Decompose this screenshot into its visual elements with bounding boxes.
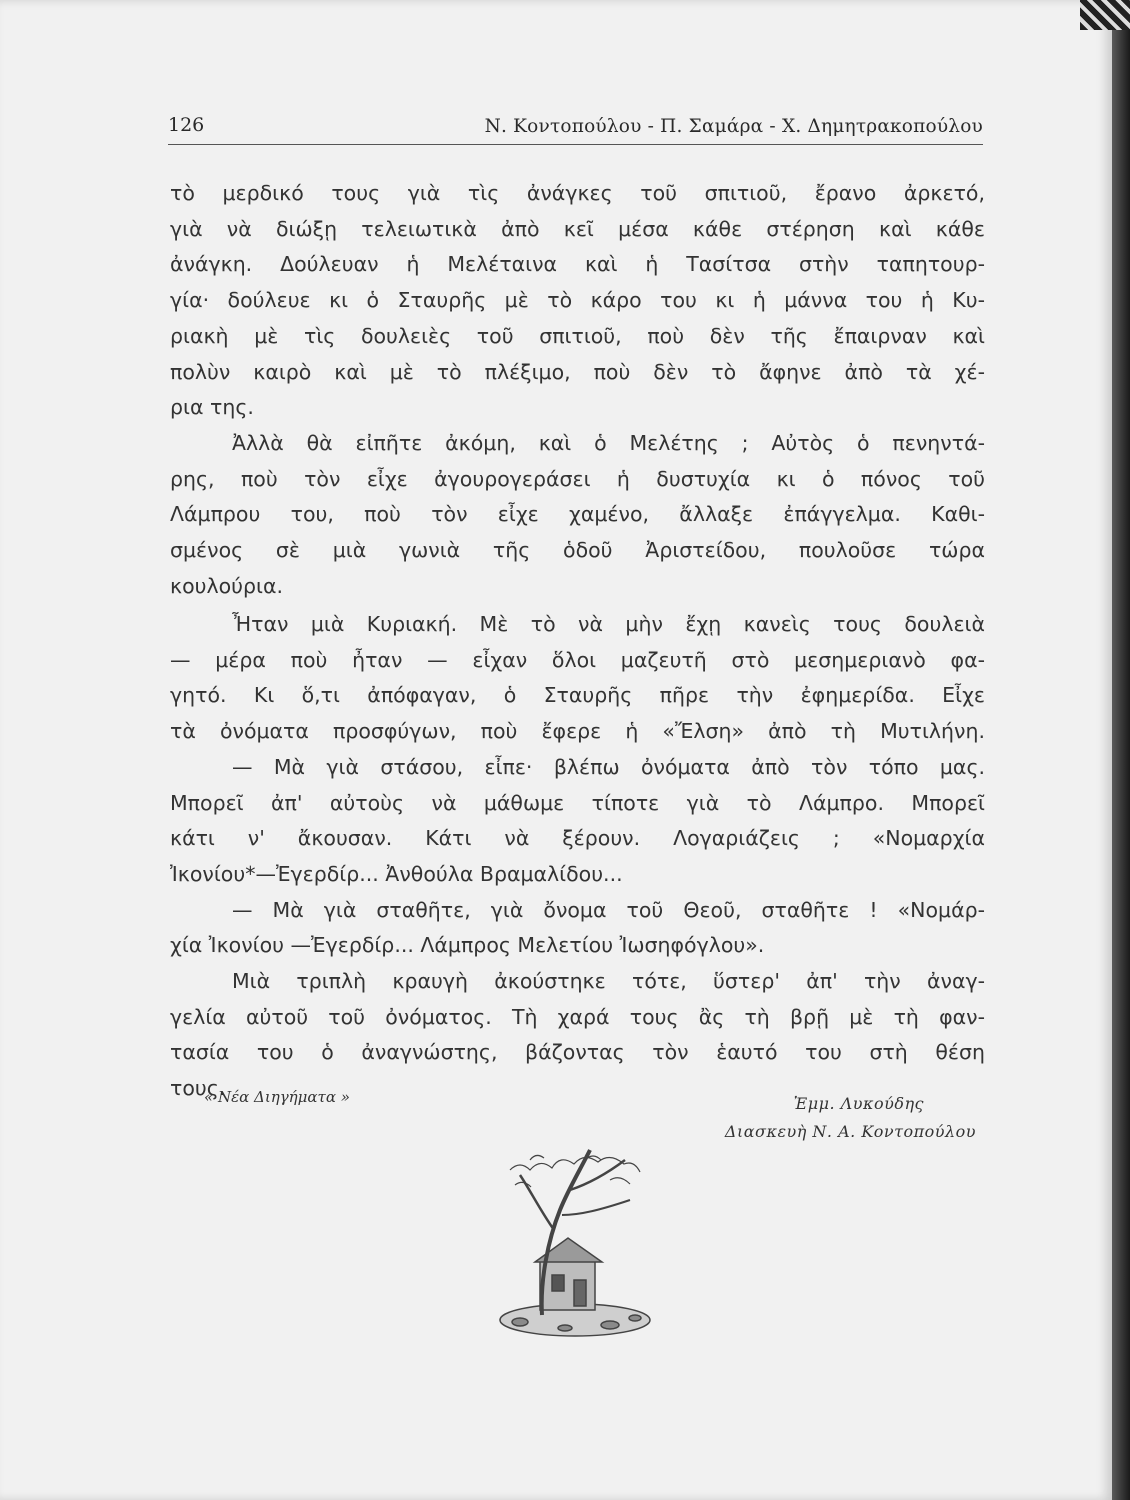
text-line: σμένος σὲ μιὰ γωνιὰ τῆς ὁδοῦ Ἀριστείδου, πουλοῦσε τώρα — [170, 538, 985, 563]
text-line: γιὰ νὰ διώξῃ τελειωτικὰ ἀπὸ κεῖ μέσα κάθε στέρηση καὶ κάθε — [170, 216, 985, 241]
paragraph-5 — [170, 893, 985, 964]
text-line: Μπορεῖ ἀπ' αὐτοὺς νὰ μάθωμε τίποτε γιὰ τὸ Λάμπρο. Μπορεῖ — [170, 790, 985, 815]
text-line: τὸ μερδικό τους γιὰ τὶς ἀνάγκες τοῦ σπιτιοῦ, ἔρανο ἀρκετό, — [170, 181, 985, 205]
text-line: τασία του ὁ ἀναγνώστης, βάζοντας τὸν ἑαυτό του στὴ θέση — [170, 1040, 985, 1065]
text-block-2 — [170, 607, 985, 1107]
text-line: Ἦταν μιὰ Κυριακή. Μὲ τὸ νὰ μὴν ἔχῃ κανεὶς τους δουλειὰ — [232, 612, 985, 636]
text-line: Ἰκονίου*—Ἐγερδίρ... Ἀνθούλα Βραμαλίδου... — [170, 861, 623, 886]
paragraph-6 — [170, 964, 985, 1107]
text-line: ρια της. — [170, 395, 254, 420]
text-line: ἀνάγκη. Δούλευαν ἡ Μελέταινα καὶ ἡ Τασίτσα στὴν ταπητουρ- — [170, 252, 985, 277]
page-number: 126 — [168, 114, 205, 136]
text-line: πολὺν καιρὸ καὶ μὲ τὸ πλέξιμο, ποὺ δὲν τὸ ἄφηνε ἀπὸ τὰ χέ- — [170, 359, 985, 384]
paragraph-1 — [170, 176, 985, 426]
text-line: ριακὴ μὲ τὶς δουλειὲς τοῦ σπιτιοῦ, ποὺ δὲν τῆς ἔπαιρναν καὶ — [170, 323, 985, 348]
text-line: τους. — [170, 1076, 226, 1101]
text-line: κάτι ν' ἄκουσαν. Κάτι νὰ ξέρουν. Λογαριάζεις ; «Νομαρχία — [170, 826, 985, 851]
text-line: Ἀλλὰ θὰ εἰπῆτε ἀκόμη, καὶ ὁ Μελέτης ; Αὐτὸς ὁ πενηντά- — [232, 430, 985, 455]
adaptation-credit: Διασκευὴ Ν. Α. Κοντοπούλου — [724, 1122, 976, 1141]
text-line: γητό. Κι ὅ,τι ἀπόφαγαν, ὁ Σταυρῆς πῆρε τὴν ἐφημερίδα. Εἶχε — [170, 683, 985, 708]
text-line: — μέρα ποὺ ἦταν — εἶχαν ὅλοι μαζευτῆ στὸ μεσημεριανὸ φα- — [170, 647, 985, 672]
text-block-1 — [170, 176, 985, 604]
tree-house-vignette-icon — [490, 1130, 660, 1345]
text-line: κουλούρια. — [170, 573, 284, 598]
text-line: γελία αὐτοῦ τοῦ ὀνόματος. Τὴ χαρά τους ἂς τὴ βρῇ μὲ τὴ φαν- — [170, 1004, 985, 1029]
source-citation: « Νέα Διηγήματα » — [204, 1088, 350, 1106]
text-line: Λάμπρου του, ποὺ τὸν εἶχε χαμένο, ἄλλαξε ἐπάγγελμα. Καθι- — [170, 502, 985, 527]
paragraph-2 — [170, 426, 985, 605]
text-line: χία Ἰκονίου —Ἐγερδίρ... Λάμπρος Μελετίου Ἰωσηφόγλου». — [170, 933, 765, 958]
running-title: Ν. Κοντοπούλου - Π. Σαμάρα - Χ. Δημητρακοπούλου — [484, 116, 983, 137]
author-credit: Ἐμμ. Λυκούδης — [793, 1094, 924, 1113]
text-line: Μιὰ τριπλὴ κραυγὴ ἀκούστηκε τότε, ὕστερ' ἀπ' τὴν ἀναγ- — [232, 969, 985, 994]
text-line: ρης, ποὺ τὸν εἶχε ἀγουρογεράσει ἡ δυστυχία κι ὁ πόνος τοῦ — [170, 466, 985, 491]
paragraph-3 — [170, 607, 985, 750]
text-line: — Μὰ γιὰ στάσου, εἶπε· βλέπω ὀνόματα ἀπὸ τὸν τόπο μας. — [232, 754, 985, 779]
page-header — [168, 112, 983, 145]
book-spine-shadow — [1112, 0, 1130, 1500]
bookmark-ribbon — [1080, 0, 1130, 30]
text-line: — Μὰ γιὰ σταθῆτε, γιὰ ὄνομα τοῦ Θεοῦ, σταθῆτε ! «Νομάρ- — [232, 897, 985, 922]
text-line: γία· δούλευε κι ὁ Σταυρῆς μὲ τὸ κάρο του κι ἡ μάννα του ἡ Κυ- — [170, 288, 985, 313]
paragraph-4 — [170, 750, 985, 893]
text-line: τὰ ὀνόματα προσφύγων, ποὺ ἔφερε ἡ «Ἔλση» ἀπὸ τὴ Μυτιλήνη. — [170, 719, 985, 744]
